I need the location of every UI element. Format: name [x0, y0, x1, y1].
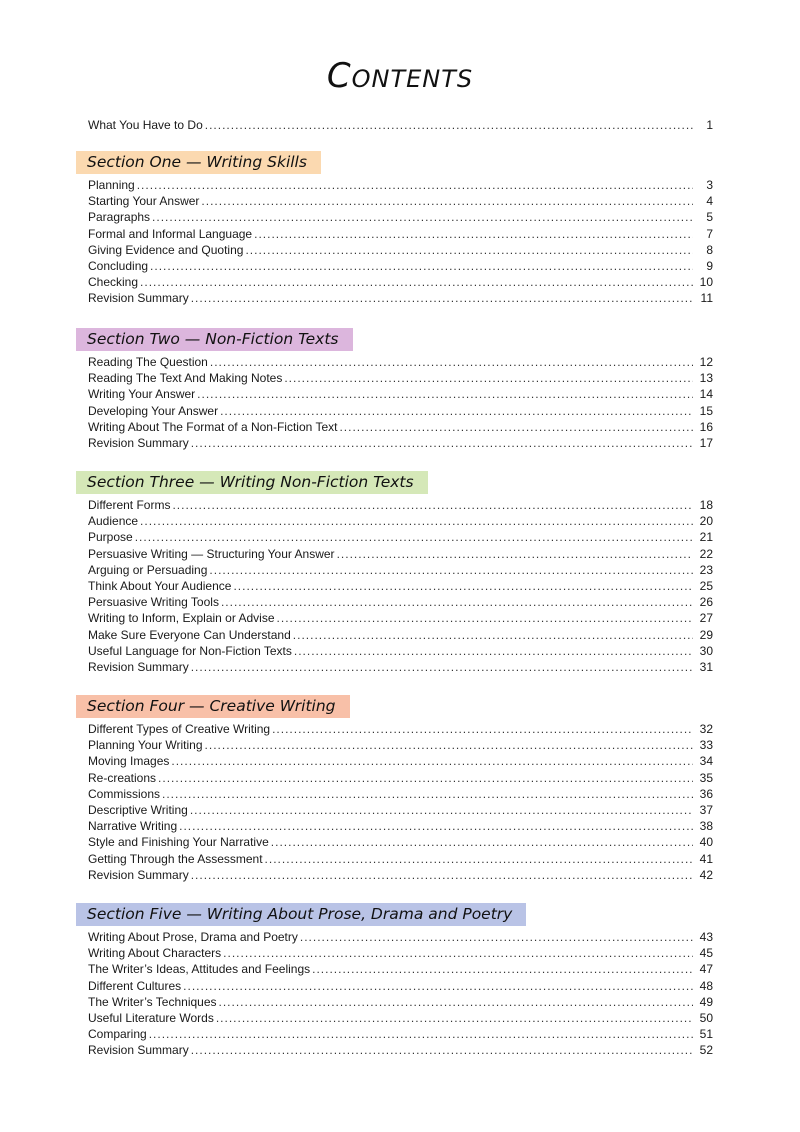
toc-entry-label: Re-creations [88, 770, 157, 785]
toc-entry-page: 23 [699, 562, 713, 577]
toc-entry-page: 1 [706, 118, 713, 132]
toc-entry-page: 31 [699, 659, 713, 674]
toc-entry-label: Writing About The Format of a Non-Fiction Text [88, 419, 338, 434]
section-heading: Section One — Writing Skills [76, 151, 321, 174]
leader-dots [201, 193, 693, 209]
section-heading: Section Five — Writing About Prose, Drama and Poetry [76, 903, 526, 926]
toc-entry [88, 659, 713, 675]
leader-dots [183, 978, 693, 994]
toc-entry [88, 627, 713, 643]
toc-entry [88, 435, 713, 451]
toc-entry-label: Commissions [88, 786, 161, 801]
toc-entry-label: Writing About Characters [88, 946, 222, 961]
toc-entry-page: 22 [699, 546, 713, 561]
toc-entry-label: Audience [88, 514, 139, 529]
toc-entry-label: Paragraphs [88, 210, 151, 225]
toc-entry-page: 32 [699, 722, 713, 736]
toc-entry-page: 52 [699, 1043, 713, 1058]
toc-entry [88, 513, 713, 529]
toc-entry-label: Arguing or Persuading [88, 562, 208, 577]
toc-entry-label: Reading The Question [88, 355, 208, 369]
toc-entry [88, 403, 713, 419]
toc-list [76, 177, 713, 307]
toc-entry-page: 8 [706, 242, 713, 257]
toc-entry [88, 193, 713, 209]
toc-list [76, 929, 713, 1059]
toc-entry-label: Useful Literature Words [88, 1010, 214, 1025]
toc-entry-page: 16 [699, 419, 713, 434]
toc-entry-label: Descriptive Writing [88, 802, 188, 817]
toc-entry [88, 497, 713, 513]
toc-entry-page: 20 [699, 514, 713, 529]
leader-dots [339, 419, 693, 435]
leader-dots [271, 834, 693, 850]
toc-entry [88, 851, 713, 867]
leader-dots [172, 497, 693, 513]
section-three [76, 471, 713, 675]
toc-entry-page: 30 [699, 643, 713, 658]
leader-dots [221, 594, 693, 610]
leader-dots [171, 753, 693, 769]
leader-dots [216, 1010, 693, 1026]
toc-entry-page: 10 [699, 275, 713, 290]
toc-entry-label: Giving Evidence and Quoting [88, 242, 244, 257]
toc-list [76, 721, 713, 883]
toc-entry-page: 14 [699, 387, 713, 402]
leader-dots [300, 929, 693, 945]
toc-entry-label: Revision Summary [88, 1043, 189, 1058]
toc-entry [88, 802, 713, 818]
toc-entry [88, 354, 713, 370]
leader-dots [223, 945, 693, 961]
toc-entry-page: 49 [699, 994, 713, 1009]
toc-entry-page: 17 [699, 435, 713, 450]
leader-dots [272, 721, 693, 737]
toc-entry [88, 578, 713, 594]
toc-entry [88, 1026, 713, 1042]
leader-dots [137, 177, 693, 193]
toc-entry [88, 370, 713, 386]
toc-entry [88, 562, 713, 578]
leader-dots [152, 209, 693, 225]
leader-dots [191, 867, 693, 883]
toc-entry-page: 25 [699, 578, 713, 593]
toc-entry-label: Concluding [88, 258, 149, 273]
leader-dots [135, 529, 693, 545]
toc-entry-label: Revision Summary [88, 867, 189, 882]
toc-entry-page: 40 [699, 835, 713, 850]
toc-entry-page: 35 [699, 770, 713, 785]
leader-dots [191, 435, 693, 451]
toc-entry [88, 209, 713, 225]
leader-dots [149, 1026, 693, 1042]
section-heading: Section Four — Creative Writing [76, 695, 350, 718]
toc-entry [88, 258, 713, 274]
toc-entry-page: 37 [699, 802, 713, 817]
toc-entry-label: Style and Finishing Your Narrative [88, 835, 269, 850]
toc-list [76, 354, 713, 451]
leader-dots [209, 562, 693, 578]
toc-entry-label: Revision Summary [88, 291, 189, 306]
section-four [76, 695, 713, 883]
toc-entry-page: 13 [699, 371, 713, 386]
leader-dots [233, 578, 693, 594]
toc-entry [88, 721, 713, 737]
toc-entry-label: Writing About Prose, Drama and Poetry [88, 930, 298, 944]
toc-entry [88, 818, 713, 834]
toc-entry-page: 3 [706, 178, 713, 192]
toc-entry [88, 274, 713, 290]
toc-entry [88, 177, 713, 193]
toc-entry [88, 994, 713, 1010]
toc-entry [88, 867, 713, 883]
toc-entry-label: Formal and Informal Language [88, 226, 253, 241]
toc-entry-label: Developing Your Answer [88, 403, 219, 418]
leader-dots [294, 643, 693, 659]
toc-entry [88, 737, 713, 753]
toc-entry-page: 41 [699, 851, 713, 866]
toc-entry-page: 33 [699, 738, 713, 753]
toc-entry-label: Writing to Inform, Explain or Advise [88, 611, 275, 626]
toc-entry-label: Moving Images [88, 754, 170, 769]
toc-entry [88, 546, 713, 562]
toc-entry-label: Different Forms [88, 498, 171, 512]
toc-entry-label: Different Types of Creative Writing [88, 722, 271, 736]
leader-dots [219, 994, 693, 1010]
leader-dots [312, 961, 693, 977]
toc-entry-page: 26 [699, 595, 713, 610]
toc-entry-label: Comparing [88, 1027, 147, 1042]
leader-dots [140, 274, 693, 290]
toc-entry-label: Revision Summary [88, 435, 189, 450]
toc-entry-label: Getting Through the Assessment [88, 851, 263, 866]
toc-entry [88, 945, 713, 961]
leader-dots [158, 770, 693, 786]
toc-entry-page: 50 [699, 1010, 713, 1025]
toc-entry [88, 594, 713, 610]
toc-entry-page: 29 [699, 627, 713, 642]
toc-entry-label: Useful Language for Non-Fiction Texts [88, 643, 292, 658]
section-heading: Section Two — Non-Fiction Texts [76, 328, 353, 351]
toc-entry [88, 961, 713, 977]
leader-dots [150, 258, 693, 274]
toc-entry-label: Narrative Writing [88, 819, 178, 834]
toc-entry [88, 529, 713, 545]
intro-entry [88, 117, 713, 133]
toc-entry-label: The Writer’s Techniques [88, 994, 217, 1009]
toc-entry-label: Revision Summary [88, 659, 189, 674]
page-title: Contents [326, 56, 474, 96]
toc-entry-page: 18 [699, 498, 713, 512]
toc-entry [88, 1010, 713, 1026]
toc-entry-label: Writing Your Answer [88, 387, 196, 402]
toc-entry-page: 42 [699, 867, 713, 882]
section-two [76, 328, 713, 451]
toc-entry-page: 51 [699, 1027, 713, 1042]
leader-dots [179, 818, 693, 834]
leader-dots [162, 786, 693, 802]
leader-dots [293, 627, 693, 643]
leader-dots [191, 1042, 693, 1058]
toc-entry-label: Planning [88, 178, 135, 192]
leader-dots [277, 610, 693, 626]
leader-dots [265, 851, 693, 867]
toc-list [76, 497, 713, 675]
toc-entry-page: 48 [699, 978, 713, 993]
toc-entry-label: Starting Your Answer [88, 194, 200, 209]
toc-entry [88, 290, 713, 306]
toc-entry [88, 753, 713, 769]
leader-dots [245, 242, 693, 258]
toc-entry [88, 770, 713, 786]
leader-dots [220, 403, 693, 419]
toc-entry [88, 610, 713, 626]
toc-entry-page: 43 [699, 930, 713, 944]
toc-entry-label: Make Sure Everyone Can Understand [88, 627, 291, 642]
section-five [76, 903, 713, 1059]
toc-entry-page: 38 [699, 819, 713, 834]
leader-dots [254, 226, 693, 242]
toc-entry [88, 786, 713, 802]
toc-entry [88, 978, 713, 994]
toc-entry-label: Checking [88, 275, 139, 290]
toc-entry-page: 11 [700, 291, 713, 306]
leader-dots [191, 659, 693, 675]
toc-entry-label: Different Cultures [88, 978, 182, 993]
leader-dots [205, 737, 693, 753]
toc-entry [88, 1042, 713, 1058]
section-heading: Section Three — Writing Non-Fiction Texts [76, 471, 428, 494]
toc-entry [88, 117, 713, 133]
leader-dots [190, 802, 693, 818]
toc-entry-label: Planning Your Writing [88, 738, 203, 753]
toc-entry-label: Persuasive Writing — Structuring Your Answer [88, 546, 335, 561]
toc-entry-label: Persuasive Writing Tools [88, 595, 219, 610]
toc-entry-page: 34 [699, 754, 713, 769]
toc-entry-page: 15 [699, 403, 713, 418]
section-one [76, 151, 713, 307]
toc-entry-page: 47 [699, 962, 713, 977]
toc-entry-label: Think About Your Audience [88, 578, 232, 593]
leader-dots [337, 546, 693, 562]
toc-entry-page: 9 [706, 258, 713, 273]
toc-entry-page: 7 [706, 226, 713, 241]
toc-entry-label: Reading The Text And Making Notes [88, 371, 283, 386]
leader-dots [210, 354, 693, 370]
leader-dots [140, 513, 693, 529]
leader-dots [205, 117, 693, 133]
toc-entry-page: 5 [706, 210, 713, 225]
toc-entry-page: 36 [699, 786, 713, 801]
toc-entry [88, 419, 713, 435]
toc-entry [88, 242, 713, 258]
leader-dots [191, 290, 693, 306]
toc-entry-page: 21 [699, 530, 713, 545]
toc-entry-page: 12 [699, 355, 713, 369]
leader-dots [284, 370, 693, 386]
toc-entry [88, 226, 713, 242]
toc-entry-page: 45 [699, 946, 713, 961]
toc-entry-label: What You Have to Do [88, 118, 203, 132]
toc-entry-page: 4 [706, 194, 713, 209]
toc-entry [88, 834, 713, 850]
toc-entry-page: 27 [699, 611, 713, 626]
leader-dots [197, 386, 693, 402]
toc-entry-label: The Writer’s Ideas, Attitudes and Feelings [88, 962, 311, 977]
toc-entry [88, 929, 713, 945]
toc-entry [88, 643, 713, 659]
toc-entry [88, 386, 713, 402]
toc-entry-label: Purpose [88, 530, 133, 545]
